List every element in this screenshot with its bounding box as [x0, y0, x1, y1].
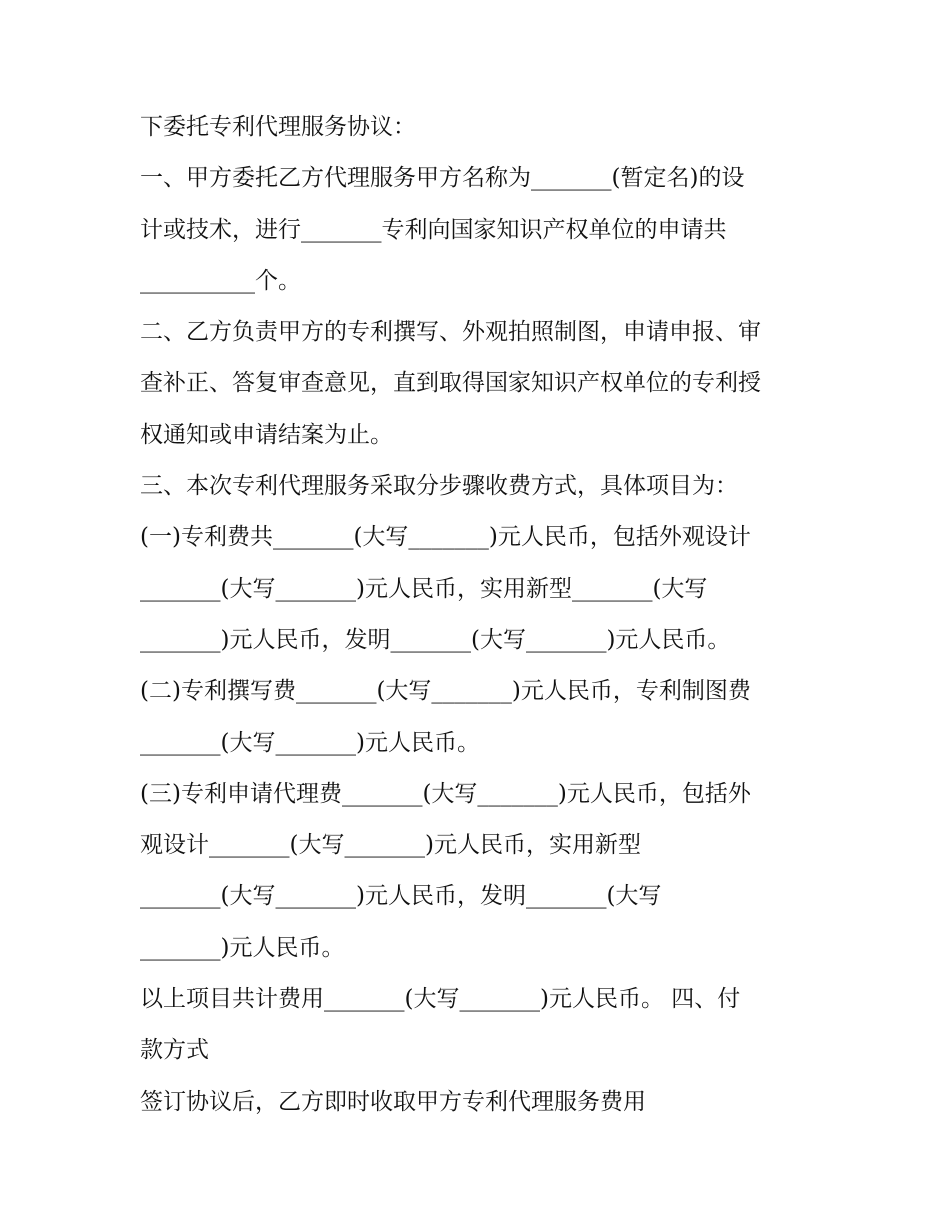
text-line: 一、甲方委托乙方代理服务甲方名称为_______(暂定名)的设	[140, 165, 745, 192]
text-line: _______)元人民币，发明_______(大写_______)元人民币。	[140, 626, 731, 653]
text-line: (二)专利撰写费_______(大写_______)元人民币，专利制图费	[140, 678, 751, 705]
text-line: 下委托专利代理服务协议：	[140, 114, 416, 140]
text-line: 权通知或申请结案为止。	[140, 421, 393, 448]
text-line: 款方式	[140, 1037, 209, 1064]
text-line: _______(大写_______)元人民币，实用新型_______(大写	[140, 575, 708, 602]
text-line: 三、本次专利代理服务采取分步骤收费方式，具体项目为：	[140, 473, 738, 500]
text-line: __________个。	[140, 267, 301, 294]
text-line: 计或技术，进行_______专利向国家知识产权单位的申请共	[140, 216, 727, 243]
text-line: 查补正、答复审查意见，直到取得国家知识产权单位的专利授	[140, 370, 761, 397]
text-line: _______(大写_______)元人民币，发明_______(大写	[140, 883, 662, 910]
text-line: _______)元人民币。	[140, 934, 345, 961]
text-line: 签订协议后，乙方即时收取甲方专利代理服务费用	[140, 1088, 646, 1115]
agreement-text	[140, 102, 820, 1128]
text-line: (一)专利费共_______(大写_______)元人民币，包括外观设计	[140, 524, 751, 551]
text-line: _______(大写_______)元人民币。	[140, 729, 480, 756]
text-line: (三)专利申请代理费_______(大写_______)元人民币，包括外	[140, 780, 751, 807]
text-line: 二、乙方负责甲方的专利撰写、外观拍照制图，申请申报、审	[140, 319, 761, 346]
text-line: 观设计_______(大写_______)元人民币，实用新型	[140, 832, 641, 859]
text-line: 以上项目共计费用_______(大写_______)元人民币。 四、付	[140, 986, 741, 1013]
